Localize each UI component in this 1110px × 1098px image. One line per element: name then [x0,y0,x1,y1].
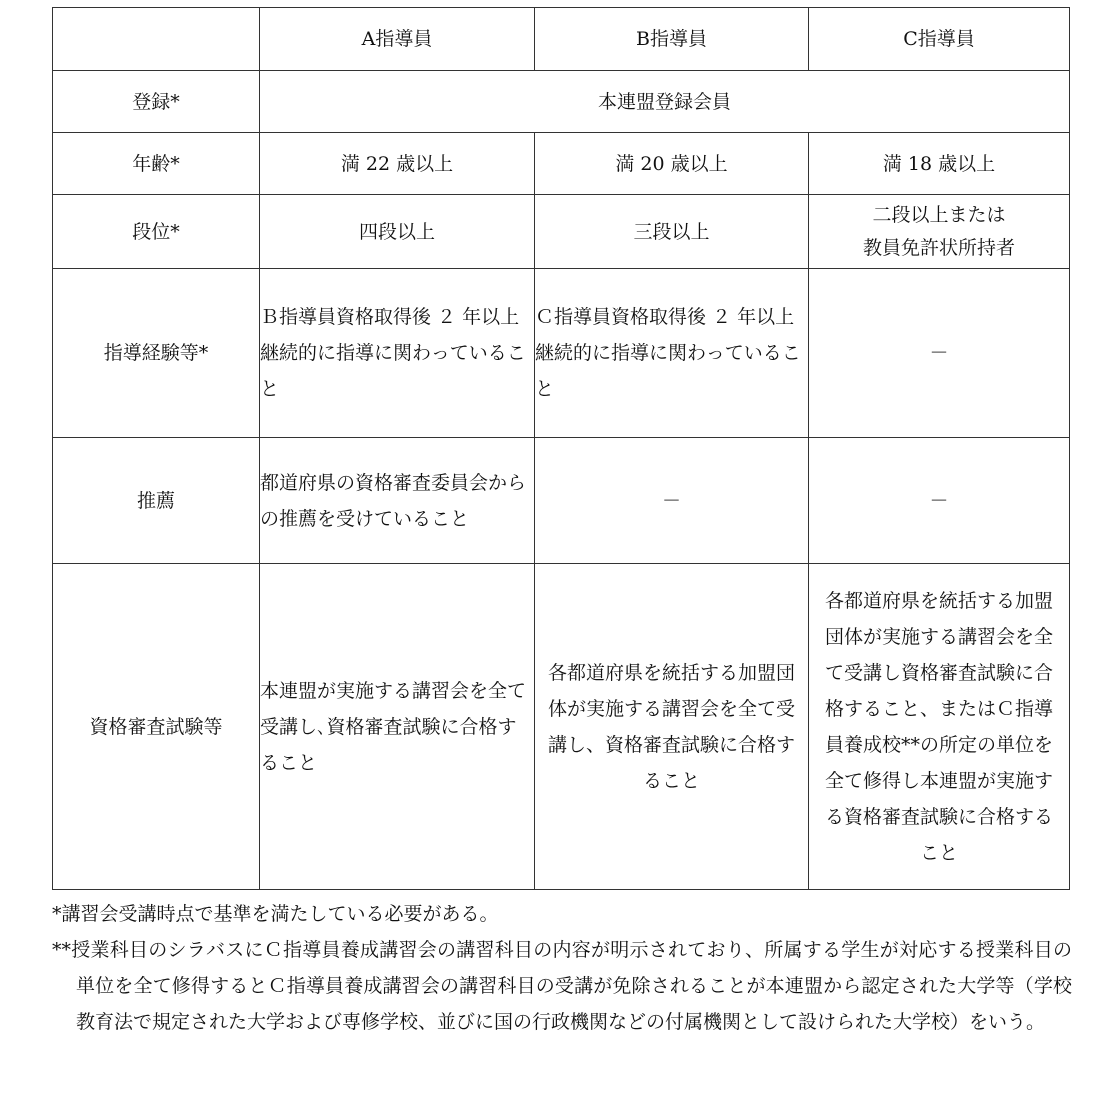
row-age [53,133,1070,195]
registration-merged-cell: 本連盟登録会員 [260,71,1070,133]
experience-a-cell: Ｂ指導員資格取得後 ２ 年以上継続的に指導に関わっていること [260,269,535,438]
header-row [53,8,1070,71]
row-label-age: 年齢* [53,133,260,195]
age-a-cell: 満 22 歳以上 [260,133,535,195]
row-label-recommendation: 推薦 [53,438,260,564]
rank-b-cell: 三段以上 [535,195,809,269]
row-exam [53,564,1070,890]
row-experience [53,269,1070,438]
exam-a-cell: 本連盟が実施する講習会を全て受講し､資格審査試験に合格すること [260,564,535,890]
footnotes [52,896,1072,1040]
recommendation-c-cell: － [809,438,1070,564]
recommendation-b-cell: － [535,438,809,564]
row-rank [53,195,1070,269]
header-corner-cell [53,8,260,71]
experience-c-cell: － [809,269,1070,438]
recommendation-a-cell: 都道府県の資格審査委員会からの推薦を受けていること [260,438,535,564]
row-recommendation [53,438,1070,564]
rank-c-cell: 二段以上または 教員免許状所持者 [809,195,1070,269]
header-c-instructor: C指導員 [809,8,1070,71]
exam-b-cell: 各都道府県を統括する加盟団体が実施する講習会を全て受講し、資格審査試験に合格すること [535,564,809,890]
exam-c-cell: 各都道府県を統括する加盟団体が実施する講習会を全て受講し資格審査試験に合格すること、またはＣ指導員養成校**の所定の単位を全て修得し本連盟が実施する資格審査試験に合格すること [809,564,1070,890]
footnote-double-asterisk: **授業科目のシラバスにＣ指導員養成講習会の講習科目の内容が明示されており、所属する学生が対応する授業科目の単位を全て修得するとＣ指導員養成講習会の講習科目の受講が免除されることが本連盟から認定された大学等（学校教育法で規定された大学および専修学校、並びに国の行政機関などの付属機関として設けられた大学校）をいう。 [52,939,1072,1033]
age-b-cell: 満 20 歳以上 [535,133,809,195]
age-c-cell: 満 18 歳以上 [809,133,1070,195]
row-registration [53,71,1070,133]
row-label-exam: 資格審査試験等 [53,564,260,890]
header-a-instructor: A指導員 [260,8,535,71]
footnote-single-asterisk: *講習会受講時点で基準を満たしている必要がある。 [52,903,499,925]
requirements-table [52,7,1070,890]
row-label-experience: 指導経験等* [53,269,260,438]
header-b-instructor: B指導員 [535,8,809,71]
rank-a-cell: 四段以上 [260,195,535,269]
experience-b-cell: Ｃ指導員資格取得後 ２ 年以上継続的に指導に関わっていること [535,269,809,438]
row-label-rank: 段位* [53,195,260,269]
row-label-registration: 登録* [53,71,260,133]
